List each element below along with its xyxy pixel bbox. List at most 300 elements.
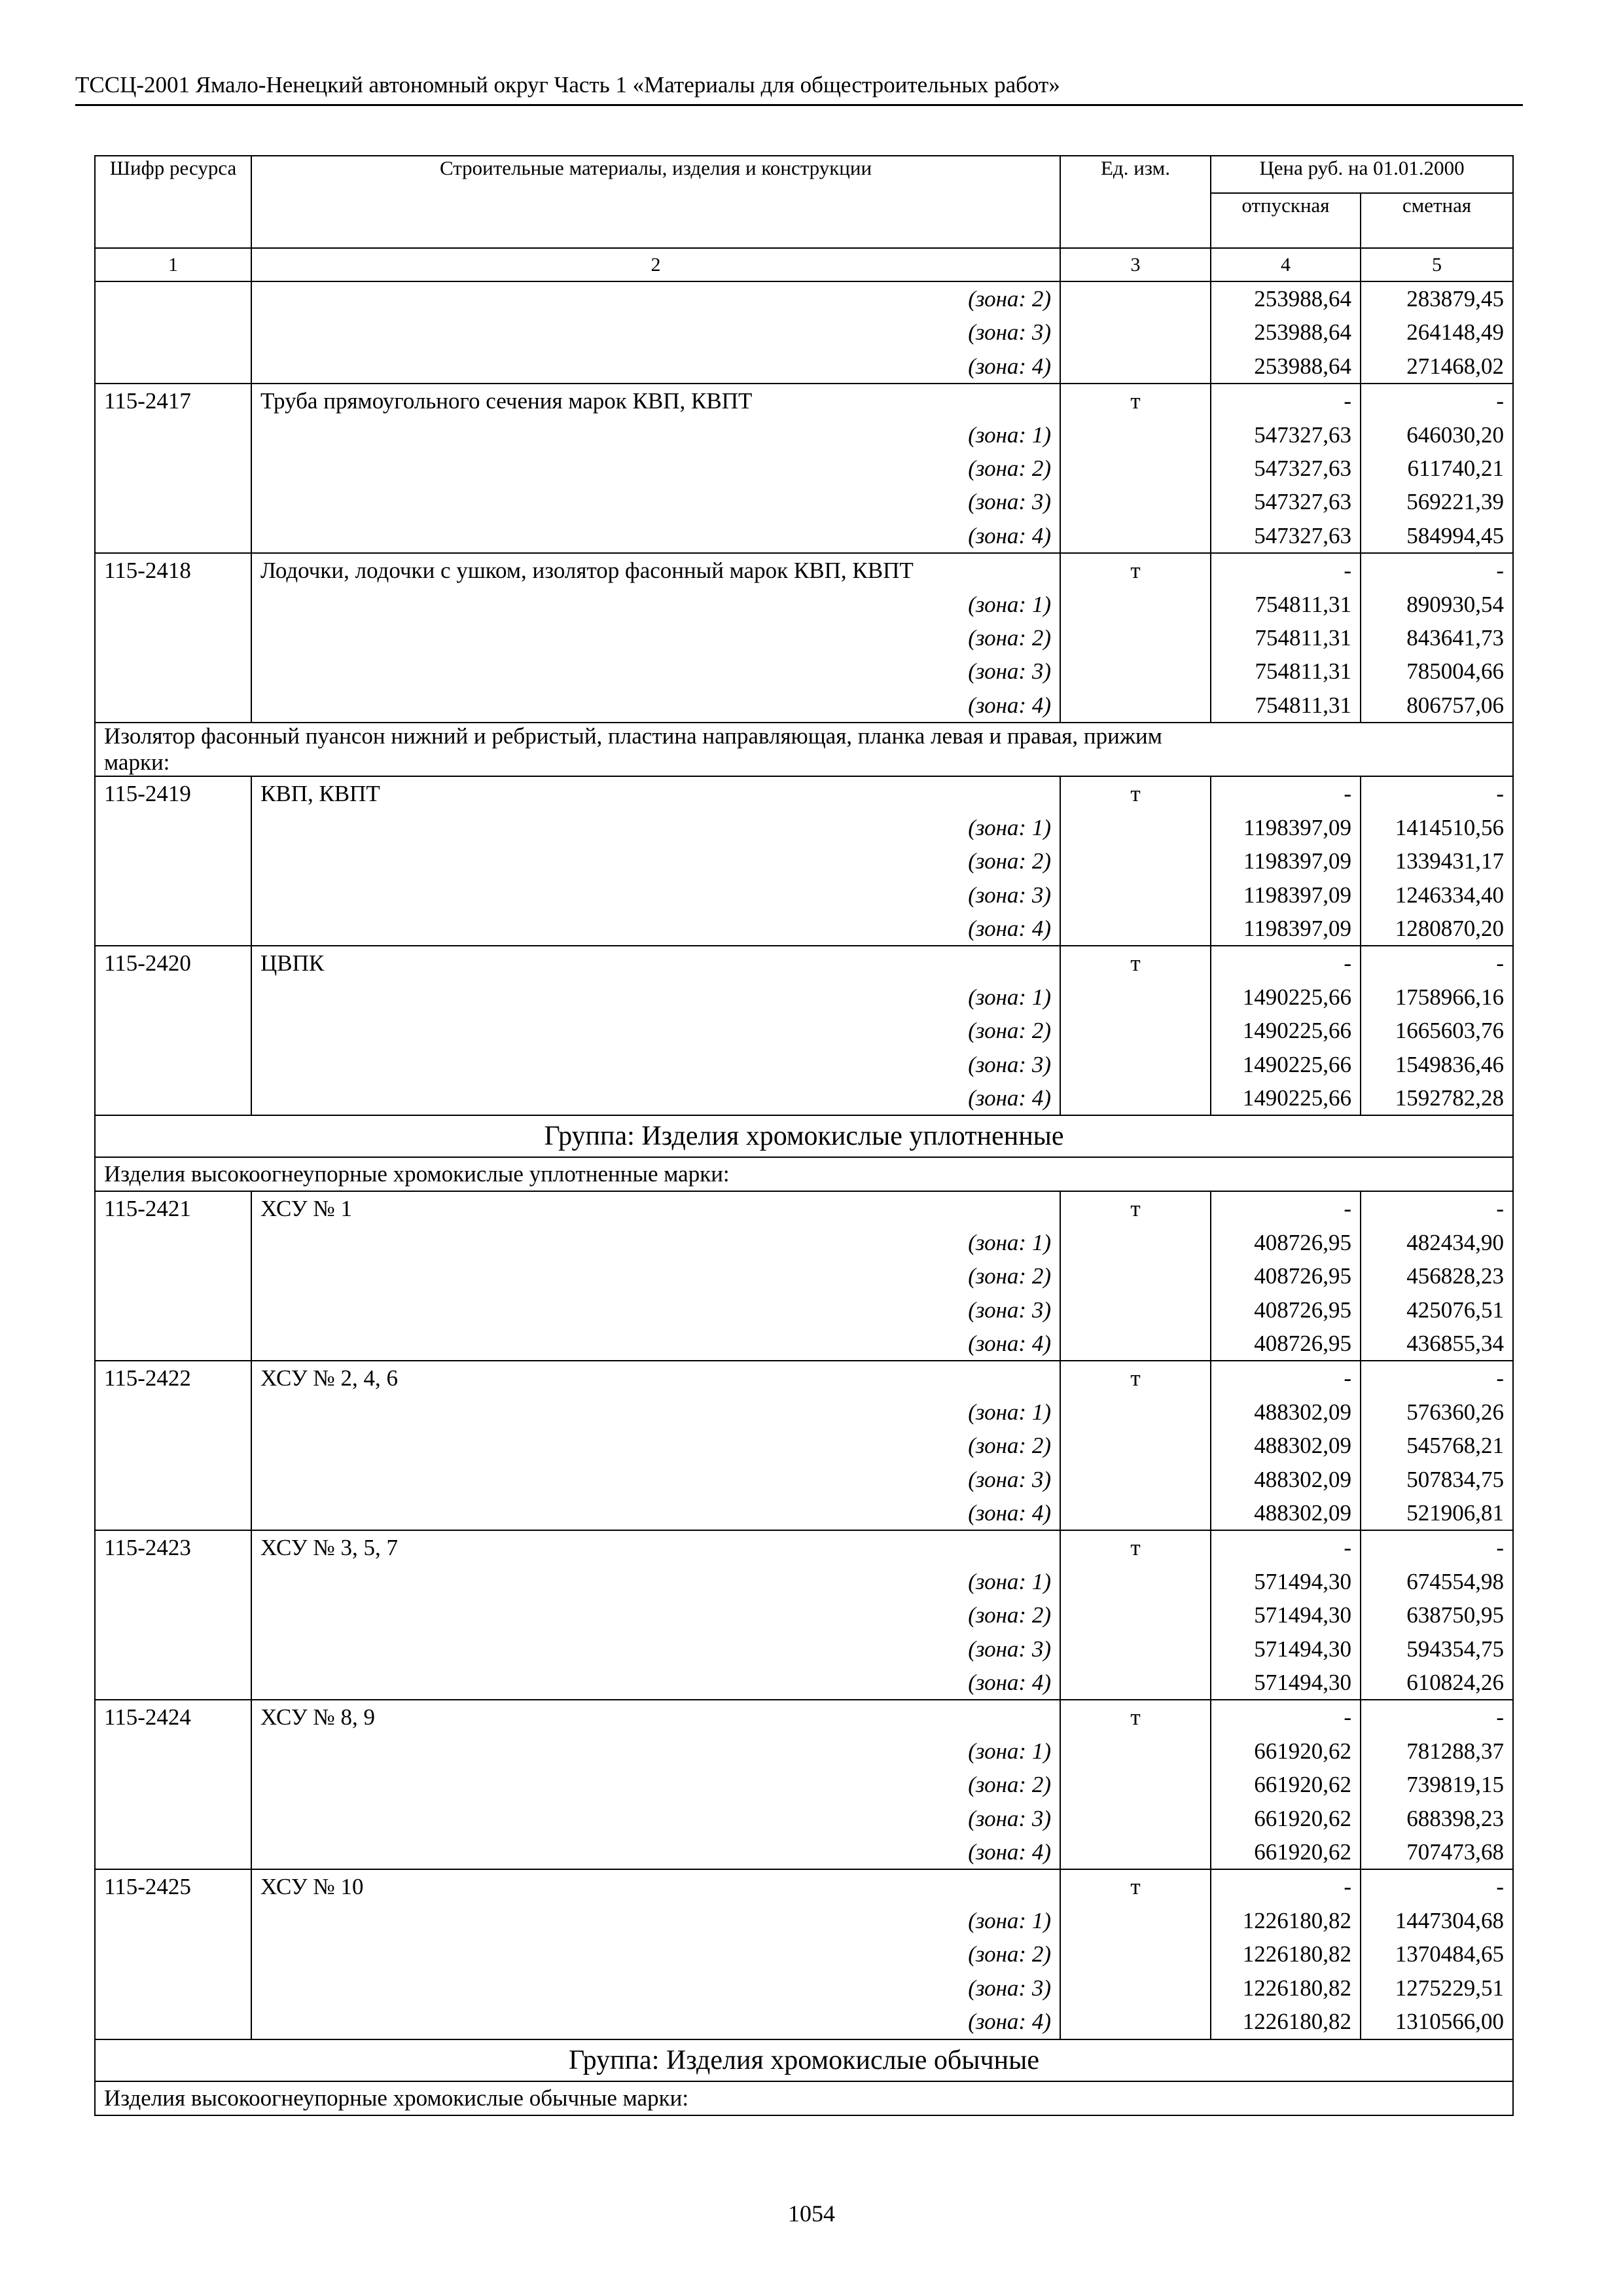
release-price: 547327,63 xyxy=(1211,519,1361,553)
release-price: 754811,31 xyxy=(1211,689,1361,723)
estimate-price: 1414510,56 xyxy=(1361,811,1513,844)
zone-label: (зона: 1) xyxy=(251,588,1060,621)
zone-row xyxy=(95,1666,1513,1700)
zone-label: (зона: 2) xyxy=(251,1937,1060,1971)
code-cell xyxy=(95,844,251,878)
estimate-price: 1310566,00 xyxy=(1361,2005,1513,2039)
resource-row xyxy=(95,776,1513,810)
release-price: 571494,30 xyxy=(1211,1632,1361,1666)
code-cell xyxy=(95,1632,251,1666)
group-header-block xyxy=(95,1115,1513,1191)
zone-row xyxy=(95,485,1513,518)
column-header-release: отпускная xyxy=(1211,193,1361,248)
unit-cell xyxy=(1060,1327,1211,1361)
estimate-price: - xyxy=(1361,776,1513,810)
code-cell xyxy=(95,1835,251,1869)
resource-name: ЦВПК xyxy=(251,946,1060,980)
estimate-price: 576360,26 xyxy=(1361,1395,1513,1429)
zone-row xyxy=(95,689,1513,723)
release-price: - xyxy=(1211,384,1361,418)
zone-row xyxy=(95,281,1513,315)
code-cell xyxy=(95,1904,251,1937)
zone-label: (зона: 2) xyxy=(251,1259,1060,1293)
zone-row xyxy=(95,1937,1513,1971)
item-group-a xyxy=(95,384,1513,723)
column-number: 2 xyxy=(251,248,1060,281)
code-cell xyxy=(95,980,251,1014)
zone-label: (зона: 4) xyxy=(251,1835,1060,1869)
unit-cell xyxy=(1060,1395,1211,1429)
resource-code: 115-2424 xyxy=(95,1700,251,1734)
release-price: 253988,64 xyxy=(1211,281,1361,315)
estimate-price: 456828,23 xyxy=(1361,1259,1513,1293)
zone-row xyxy=(95,588,1513,621)
zone-label: (зона: 3) xyxy=(251,485,1060,518)
resource-name: Труба прямоугольного сечения марок КВП, КВПТ xyxy=(251,384,1060,418)
code-cell xyxy=(95,1598,251,1632)
zone-row xyxy=(95,418,1513,452)
continuation-rows xyxy=(95,281,1513,384)
unit-cell xyxy=(1060,519,1211,553)
code-cell xyxy=(95,1081,251,1115)
unit-cell xyxy=(1060,2005,1211,2039)
unit-cell xyxy=(1060,1666,1211,1700)
unit-cell: т xyxy=(1060,1869,1211,1903)
release-price: - xyxy=(1211,1530,1361,1564)
release-price: - xyxy=(1211,776,1361,810)
estimate-price: - xyxy=(1361,1361,1513,1395)
zone-row xyxy=(95,519,1513,553)
zone-row xyxy=(95,1293,1513,1327)
zone-label: (зона: 2) xyxy=(251,281,1060,315)
zone-row xyxy=(95,1014,1513,1047)
unit-cell xyxy=(1060,1463,1211,1496)
release-price: 1198397,09 xyxy=(1211,878,1361,912)
release-price: 571494,30 xyxy=(1211,1565,1361,1598)
release-price: 1490225,66 xyxy=(1211,1014,1361,1047)
unit-cell: т xyxy=(1060,553,1211,587)
zone-label: (зона: 4) xyxy=(251,912,1060,946)
unit-cell: т xyxy=(1060,1530,1211,1564)
unit-cell: т xyxy=(1060,1191,1211,1225)
unit-cell xyxy=(1060,315,1211,349)
zone-label: (зона: 2) xyxy=(251,1598,1060,1632)
code-cell xyxy=(95,1327,251,1361)
column-header-name: Строительные материалы, изделия и конструкции xyxy=(251,156,1060,248)
release-price: 1226180,82 xyxy=(1211,2005,1361,2039)
release-price: 754811,31 xyxy=(1211,588,1361,621)
code-cell xyxy=(95,1734,251,1768)
zone-row xyxy=(95,811,1513,844)
release-price: 1198397,09 xyxy=(1211,912,1361,946)
zone-label: (зона: 2) xyxy=(251,844,1060,878)
zone-row xyxy=(95,1259,1513,1293)
resource-name: ХСУ № 10 xyxy=(251,1869,1060,1903)
estimate-price: 610824,26 xyxy=(1361,1666,1513,1700)
release-price: 488302,09 xyxy=(1211,1395,1361,1429)
estimate-price: 264148,49 xyxy=(1361,315,1513,349)
unit-cell xyxy=(1060,621,1211,655)
code-cell xyxy=(95,621,251,655)
release-price: 1226180,82 xyxy=(1211,1904,1361,1937)
estimate-price: - xyxy=(1361,553,1513,587)
zone-label: (зона: 3) xyxy=(251,655,1060,688)
zone-label: (зона: 4) xyxy=(251,1666,1060,1700)
release-price: 1490225,66 xyxy=(1211,980,1361,1014)
unit-cell xyxy=(1060,1226,1211,1259)
unit-cell xyxy=(1060,1971,1211,2005)
zone-row xyxy=(95,1802,1513,1835)
group-header-block xyxy=(95,2039,1513,2115)
release-price: - xyxy=(1211,1191,1361,1225)
code-cell xyxy=(95,1937,251,1971)
release-price: 1490225,66 xyxy=(1211,1048,1361,1081)
code-cell xyxy=(95,418,251,452)
column-number: 4 xyxy=(1211,248,1361,281)
estimate-price: 739819,15 xyxy=(1361,1768,1513,1801)
unit-cell xyxy=(1060,912,1211,946)
resource-code: 115-2419 xyxy=(95,776,251,810)
estimate-price: 271468,02 xyxy=(1361,350,1513,384)
release-price: 547327,63 xyxy=(1211,452,1361,485)
code-cell xyxy=(95,1395,251,1429)
release-price: 661920,62 xyxy=(1211,1835,1361,1869)
note-block xyxy=(95,723,1513,776)
column-header-price: Цена руб. на 01.01.2000 xyxy=(1211,156,1513,193)
code-cell xyxy=(95,912,251,946)
estimate-price: 436855,34 xyxy=(1361,1327,1513,1361)
zone-row xyxy=(95,912,1513,946)
unit-cell: т xyxy=(1060,1700,1211,1734)
unit-cell: т xyxy=(1060,384,1211,418)
zone-label: (зона: 1) xyxy=(251,1395,1060,1429)
estimate-price: 584994,45 xyxy=(1361,519,1513,553)
code-cell xyxy=(95,2005,251,2039)
estimate-price: 1339431,17 xyxy=(1361,844,1513,878)
code-cell xyxy=(95,1565,251,1598)
resource-row xyxy=(95,946,1513,980)
code-cell xyxy=(95,1666,251,1700)
unit-cell xyxy=(1060,1632,1211,1666)
resource-row xyxy=(95,1530,1513,1564)
code-cell xyxy=(95,811,251,844)
item-group-b xyxy=(95,776,1513,1115)
zone-row xyxy=(95,350,1513,384)
estimate-price: - xyxy=(1361,1700,1513,1734)
note-text xyxy=(95,723,1513,776)
estimate-price: 707473,68 xyxy=(1361,1835,1513,1869)
resource-code: 115-2418 xyxy=(95,553,251,587)
zone-row xyxy=(95,1463,1513,1496)
note-line: марки: xyxy=(104,749,170,776)
code-cell xyxy=(95,452,251,485)
unit-cell: т xyxy=(1060,776,1211,810)
release-price: - xyxy=(1211,1700,1361,1734)
estimate-price: 638750,95 xyxy=(1361,1598,1513,1632)
resource-code: 115-2422 xyxy=(95,1361,251,1395)
resource-name: ХСУ № 8, 9 xyxy=(251,1700,1060,1734)
estimate-price: 507834,75 xyxy=(1361,1463,1513,1496)
code-cell xyxy=(95,878,251,912)
resource-name: Лодочки, лодочки с ушком, изолятор фасонный марок КВП, КВПТ xyxy=(251,553,1060,587)
zone-label: (зона: 1) xyxy=(251,1734,1060,1768)
code-cell xyxy=(95,519,251,553)
code-cell xyxy=(95,1259,251,1293)
column-number: 3 xyxy=(1060,248,1211,281)
zone-row xyxy=(95,1598,1513,1632)
estimate-price: 1447304,68 xyxy=(1361,1904,1513,1937)
estimate-price: 806757,06 xyxy=(1361,689,1513,723)
unit-cell xyxy=(1060,980,1211,1014)
release-price: - xyxy=(1211,553,1361,587)
unit-cell xyxy=(1060,1429,1211,1462)
resource-code: 115-2420 xyxy=(95,946,251,980)
unit-cell: т xyxy=(1060,946,1211,980)
release-price: - xyxy=(1211,1361,1361,1395)
estimate-price: 611740,21 xyxy=(1361,452,1513,485)
resource-row xyxy=(95,553,1513,587)
estimate-price: 1246334,40 xyxy=(1361,878,1513,912)
resource-code: 115-2423 xyxy=(95,1530,251,1564)
zone-label: (зона: 1) xyxy=(251,811,1060,844)
unit-cell xyxy=(1060,1081,1211,1115)
zone-row xyxy=(95,621,1513,655)
unit-cell xyxy=(1060,1014,1211,1047)
unit-cell xyxy=(1060,1768,1211,1801)
estimate-price: 646030,20 xyxy=(1361,418,1513,452)
unit-cell xyxy=(1060,452,1211,485)
release-price: 1198397,09 xyxy=(1211,811,1361,844)
zone-row xyxy=(95,1835,1513,1869)
code-cell xyxy=(95,1768,251,1801)
release-price: 571494,30 xyxy=(1211,1666,1361,1700)
page-number: 1054 xyxy=(788,2200,835,2227)
resource-row xyxy=(95,384,1513,418)
zone-row xyxy=(95,315,1513,349)
release-price: 488302,09 xyxy=(1211,1496,1361,1530)
estimate-price: - xyxy=(1361,946,1513,980)
note-line: Изолятор фасонный пуансон нижний и ребристый, пластина направляющая, планка левая и правая, прижим xyxy=(104,723,1162,749)
estimate-price: - xyxy=(1361,1530,1513,1564)
column-number-row xyxy=(95,248,1513,281)
release-price: 408726,95 xyxy=(1211,1226,1361,1259)
zone-row xyxy=(95,1395,1513,1429)
zone-label: (зона: 4) xyxy=(251,1327,1060,1361)
zone-row xyxy=(95,1734,1513,1768)
zone-row xyxy=(95,1429,1513,1462)
estimate-price: 674554,98 xyxy=(1361,1565,1513,1598)
code-cell xyxy=(95,1429,251,1462)
code-cell xyxy=(95,315,251,349)
zone-label: (зона: 3) xyxy=(251,315,1060,349)
release-price: 661920,62 xyxy=(1211,1734,1361,1768)
estimate-price: 283879,45 xyxy=(1361,281,1513,315)
resource-name: ХСУ № 1 xyxy=(251,1191,1060,1225)
resource-row xyxy=(95,1361,1513,1395)
unit-cell xyxy=(1060,811,1211,844)
unit-cell xyxy=(1060,689,1211,723)
release-price: - xyxy=(1211,1869,1361,1903)
zone-row xyxy=(95,1327,1513,1361)
group-title: Группа: Изделия хромокислые обычные xyxy=(95,2039,1513,2081)
zone-row xyxy=(95,1081,1513,1115)
code-cell xyxy=(95,1496,251,1530)
unit-cell xyxy=(1060,1835,1211,1869)
code-cell xyxy=(95,281,251,315)
zone-label: (зона: 4) xyxy=(251,1496,1060,1530)
zone-label: (зона: 3) xyxy=(251,1802,1060,1835)
zone-label: (зона: 1) xyxy=(251,1226,1060,1259)
release-price: 547327,63 xyxy=(1211,418,1361,452)
zone-row xyxy=(95,1904,1513,1937)
resource-row xyxy=(95,1700,1513,1734)
unit-cell xyxy=(1060,1598,1211,1632)
estimate-price: 569221,39 xyxy=(1361,485,1513,518)
estimate-price: 545768,21 xyxy=(1361,1429,1513,1462)
unit-cell: т xyxy=(1060,1361,1211,1395)
release-price: 754811,31 xyxy=(1211,621,1361,655)
estimate-price: 1592782,28 xyxy=(1361,1081,1513,1115)
zone-label: (зона: 3) xyxy=(251,1632,1060,1666)
zone-label: (зона: 2) xyxy=(251,1768,1060,1801)
release-price: - xyxy=(1211,946,1361,980)
release-price: 547327,63 xyxy=(1211,485,1361,518)
code-cell xyxy=(95,485,251,518)
zone-label: (зона: 3) xyxy=(251,1463,1060,1496)
release-price: 253988,64 xyxy=(1211,350,1361,384)
estimate-price: - xyxy=(1361,1869,1513,1903)
estimate-price: 890930,54 xyxy=(1361,588,1513,621)
unit-cell xyxy=(1060,281,1211,315)
estimate-price: 1549836,46 xyxy=(1361,1048,1513,1081)
estimate-price: 594354,75 xyxy=(1361,1632,1513,1666)
release-price: 661920,62 xyxy=(1211,1802,1361,1835)
zone-label: (зона: 2) xyxy=(251,1014,1060,1047)
estimate-price: - xyxy=(1361,1191,1513,1225)
code-cell xyxy=(95,588,251,621)
unit-cell xyxy=(1060,485,1211,518)
unit-cell xyxy=(1060,1565,1211,1598)
zone-row xyxy=(95,1565,1513,1598)
code-cell xyxy=(95,1293,251,1327)
zone-row xyxy=(95,1971,1513,2005)
unit-cell xyxy=(1060,1802,1211,1835)
unit-cell xyxy=(1060,1734,1211,1768)
zone-label: (зона: 3) xyxy=(251,878,1060,912)
zone-label: (зона: 4) xyxy=(251,689,1060,723)
zone-row xyxy=(95,655,1513,688)
code-cell xyxy=(95,1226,251,1259)
column-header-estimate: сметная xyxy=(1361,193,1513,248)
zone-row xyxy=(95,2005,1513,2039)
release-price: 408726,95 xyxy=(1211,1327,1361,1361)
zone-row xyxy=(95,878,1513,912)
zone-label: (зона: 4) xyxy=(251,1081,1060,1115)
estimate-price: 688398,23 xyxy=(1361,1802,1513,1835)
resource-name: КВП, КВПТ xyxy=(251,776,1060,810)
unit-cell xyxy=(1060,1496,1211,1530)
release-price: 1490225,66 xyxy=(1211,1081,1361,1115)
release-price: 408726,95 xyxy=(1211,1259,1361,1293)
release-price: 1226180,82 xyxy=(1211,1937,1361,1971)
code-cell xyxy=(95,1014,251,1047)
zone-row xyxy=(95,1768,1513,1801)
zone-row xyxy=(95,452,1513,485)
zone-label: (зона: 3) xyxy=(251,1048,1060,1081)
estimate-price: 482434,90 xyxy=(1361,1226,1513,1259)
estimate-price: 781288,37 xyxy=(1361,1734,1513,1768)
zone-row xyxy=(95,844,1513,878)
code-cell xyxy=(95,1971,251,2005)
release-price: 408726,95 xyxy=(1211,1293,1361,1327)
estimate-price: 1758966,16 xyxy=(1361,980,1513,1014)
price-table xyxy=(94,155,1514,2116)
release-price: 488302,09 xyxy=(1211,1429,1361,1462)
unit-cell xyxy=(1060,1293,1211,1327)
unit-cell xyxy=(1060,844,1211,878)
resource-name: ХСУ № 3, 5, 7 xyxy=(251,1530,1060,1564)
column-header-unit: Ед. изм. xyxy=(1060,156,1211,248)
estimate-price: - xyxy=(1361,384,1513,418)
resource-code: 115-2421 xyxy=(95,1191,251,1225)
zone-row xyxy=(95,1632,1513,1666)
resource-code: 115-2417 xyxy=(95,384,251,418)
zone-label: (зона: 1) xyxy=(251,418,1060,452)
group-title: Группа: Изделия хромокислые уплотненные xyxy=(95,1115,1513,1157)
zone-label: (зона: 2) xyxy=(251,1429,1060,1462)
zone-label: (зона: 2) xyxy=(251,621,1060,655)
group-subtitle: Изделия высокоогнеупорные хромокислые уплотненные марки: xyxy=(95,1157,1513,1191)
zone-row xyxy=(95,1496,1513,1530)
release-price: 1198397,09 xyxy=(1211,844,1361,878)
release-price: 661920,62 xyxy=(1211,1768,1361,1801)
resource-code: 115-2425 xyxy=(95,1869,251,1903)
code-cell xyxy=(95,655,251,688)
zone-label: (зона: 1) xyxy=(251,1904,1060,1937)
zone-label: (зона: 4) xyxy=(251,350,1060,384)
resource-row xyxy=(95,1869,1513,1903)
unit-cell xyxy=(1060,878,1211,912)
estimate-price: 785004,66 xyxy=(1361,655,1513,688)
estimate-price: 425076,51 xyxy=(1361,1293,1513,1327)
estimate-price: 521906,81 xyxy=(1361,1496,1513,1530)
header-divider xyxy=(75,104,1523,106)
column-number: 1 xyxy=(95,248,251,281)
code-cell xyxy=(95,689,251,723)
zone-label: (зона: 4) xyxy=(251,2005,1060,2039)
unit-cell xyxy=(1060,1904,1211,1937)
unit-cell xyxy=(1060,588,1211,621)
unit-cell xyxy=(1060,350,1211,384)
release-price: 754811,31 xyxy=(1211,655,1361,688)
zone-row xyxy=(95,1226,1513,1259)
zone-label: (зона: 4) xyxy=(251,519,1060,553)
unit-cell xyxy=(1060,655,1211,688)
zone-label: (зона: 3) xyxy=(251,1293,1060,1327)
unit-cell xyxy=(1060,1937,1211,1971)
zone-label: (зона: 1) xyxy=(251,1565,1060,1598)
code-cell xyxy=(95,1048,251,1081)
resource-name: ХСУ № 2, 4, 6 xyxy=(251,1361,1060,1395)
release-price: 571494,30 xyxy=(1211,1598,1361,1632)
unit-cell xyxy=(1060,1259,1211,1293)
column-number: 5 xyxy=(1361,248,1513,281)
document-header: ТССЦ-2001 Ямало-Ненецкий автономный округ Часть 1 «Материалы для общестроительных работ» xyxy=(75,72,1060,98)
estimate-price: 1280870,20 xyxy=(1361,912,1513,946)
release-price: 1226180,82 xyxy=(1211,1971,1361,2005)
zone-label: (зона: 1) xyxy=(251,980,1060,1014)
estimate-price: 843641,73 xyxy=(1361,621,1513,655)
